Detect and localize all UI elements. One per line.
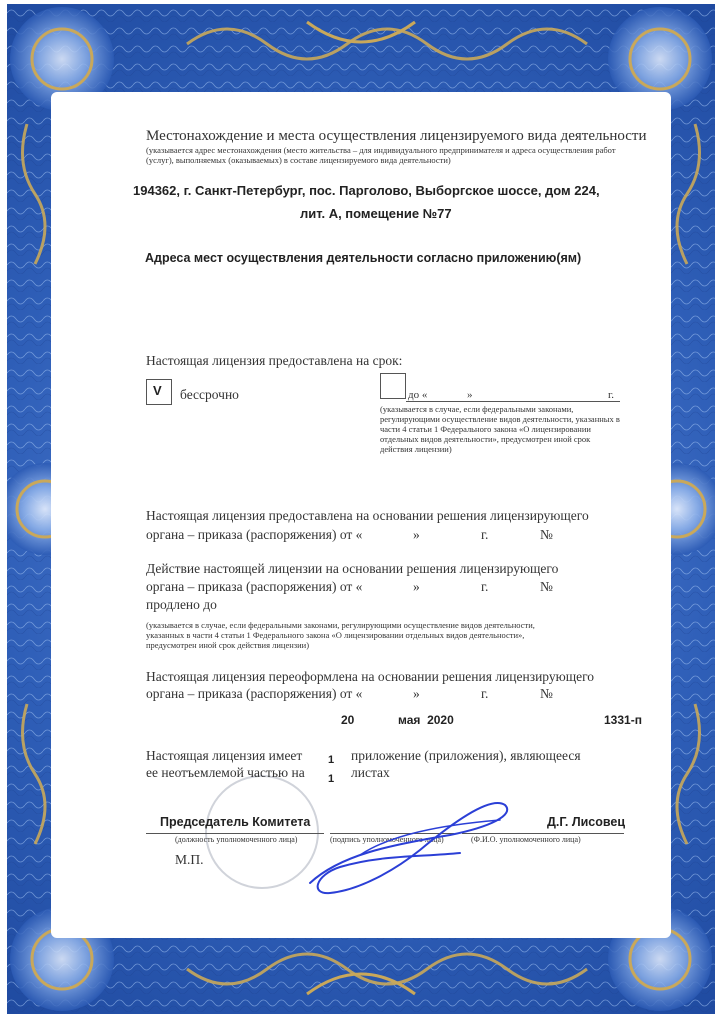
reissued-quote-close: » [413,686,420,701]
term-heading: Настоящая лицензия предоставлена на срок: [146,353,403,368]
signatory-position: Председатель Комитета [160,815,311,829]
address-line-2: лит. А, помещение №77 [300,206,452,221]
seal-label: М.П. [175,852,204,867]
position-underline [146,833,324,834]
until-label: до « [408,389,428,401]
reissued-day: 20 [341,713,355,727]
until-underline [406,401,620,402]
name-caption: (Ф.И.О. уполномоченного лица) [471,835,581,844]
check-mark: V [153,383,162,398]
until-year: г. [608,389,615,401]
reissued-number-sign: № [540,686,553,701]
signatory-name: Д.Г. Лисовец [547,815,626,829]
location-heading: Местонахождение и места осуществления лицензируемого вида деятельности [146,128,647,144]
until-checkbox [380,373,406,399]
sign-caption: (подпись уполномоченного лица) [330,835,444,844]
extended-line-3: продлено до [146,597,217,612]
extended-note: (указывается в случае, если федеральными законами, регулирующими осуществление видов деятельности, указанных в части 4 статьи 1 Федерального закона «О лицензировании отдельных видов деятельности», предусмотрен иной срок действия лицензии) [146,620,535,650]
extended-line-2: органа – приказа (распоряжения) от « [146,579,363,594]
basis-year: г. [481,527,489,542]
basis-number-sign: № [540,527,553,542]
reissued-year: г. [481,686,489,701]
until-note: (указывается в случае, если федеральными законами, регулирующими осуществление видов деятельности, указанных в части 4 статьи 1 Федерального закона «О лицензировании отдельных видов деятельности», предусмотрен иной срок действия лицензии) [380,404,620,454]
extended-year: г. [481,579,489,594]
reissued-month-year: мая 2020 [398,713,454,727]
basis-line-1: Настоящая лицензия предоставлена на основании решения лицензирующего [146,508,589,523]
location-note: (указывается адрес местонахождения (место жительства – для индивидуального предпринимателя и адреса осуществления работ (услуг), выполняемых (оказываемых) в составе лицензируемого вида деятельности) [146,145,616,165]
addresses-note: Адреса мест осуществления деятельности согласно приложению(ям) [145,251,582,265]
reissued-line-2: органа – приказа (распоряжения) от « [146,686,363,701]
reissued-line-1: Настоящая лицензия переоформлена на основании решения лицензирующего [146,669,595,684]
indefinite-label: бессрочно [180,387,239,402]
appendix-line-1a: Настоящая лицензия имеет [146,748,303,763]
until-quote-close: » [467,389,473,401]
extended-line-1: Действие настоящей лицензии на основании решения лицензирующего [146,561,559,576]
basis-quote-close: » [413,527,420,542]
appendix-count: 1 [328,754,335,766]
basis-line-2: органа – приказа (распоряжения) от « [146,527,363,542]
address-line-1: 194362, г. Санкт-Петербург, пос. Парголово, Выборгское шоссе, дом 224, [133,183,600,198]
indefinite-checkbox [146,379,172,405]
appendix-sheets: 1 [328,773,335,785]
appendix-line-1b: приложение (приложения), являющееся [351,748,581,763]
extended-quote-close: » [413,579,420,594]
position-caption: (должность уполномоченного лица) [175,835,298,844]
appendix-line-2b: листах [351,765,390,780]
extended-number-sign: № [540,579,553,594]
appendix-line-2a: ее неотъемлемой частью на [146,765,305,780]
reissued-number: 1331-п [604,713,642,727]
handwritten-signature [300,795,530,905]
